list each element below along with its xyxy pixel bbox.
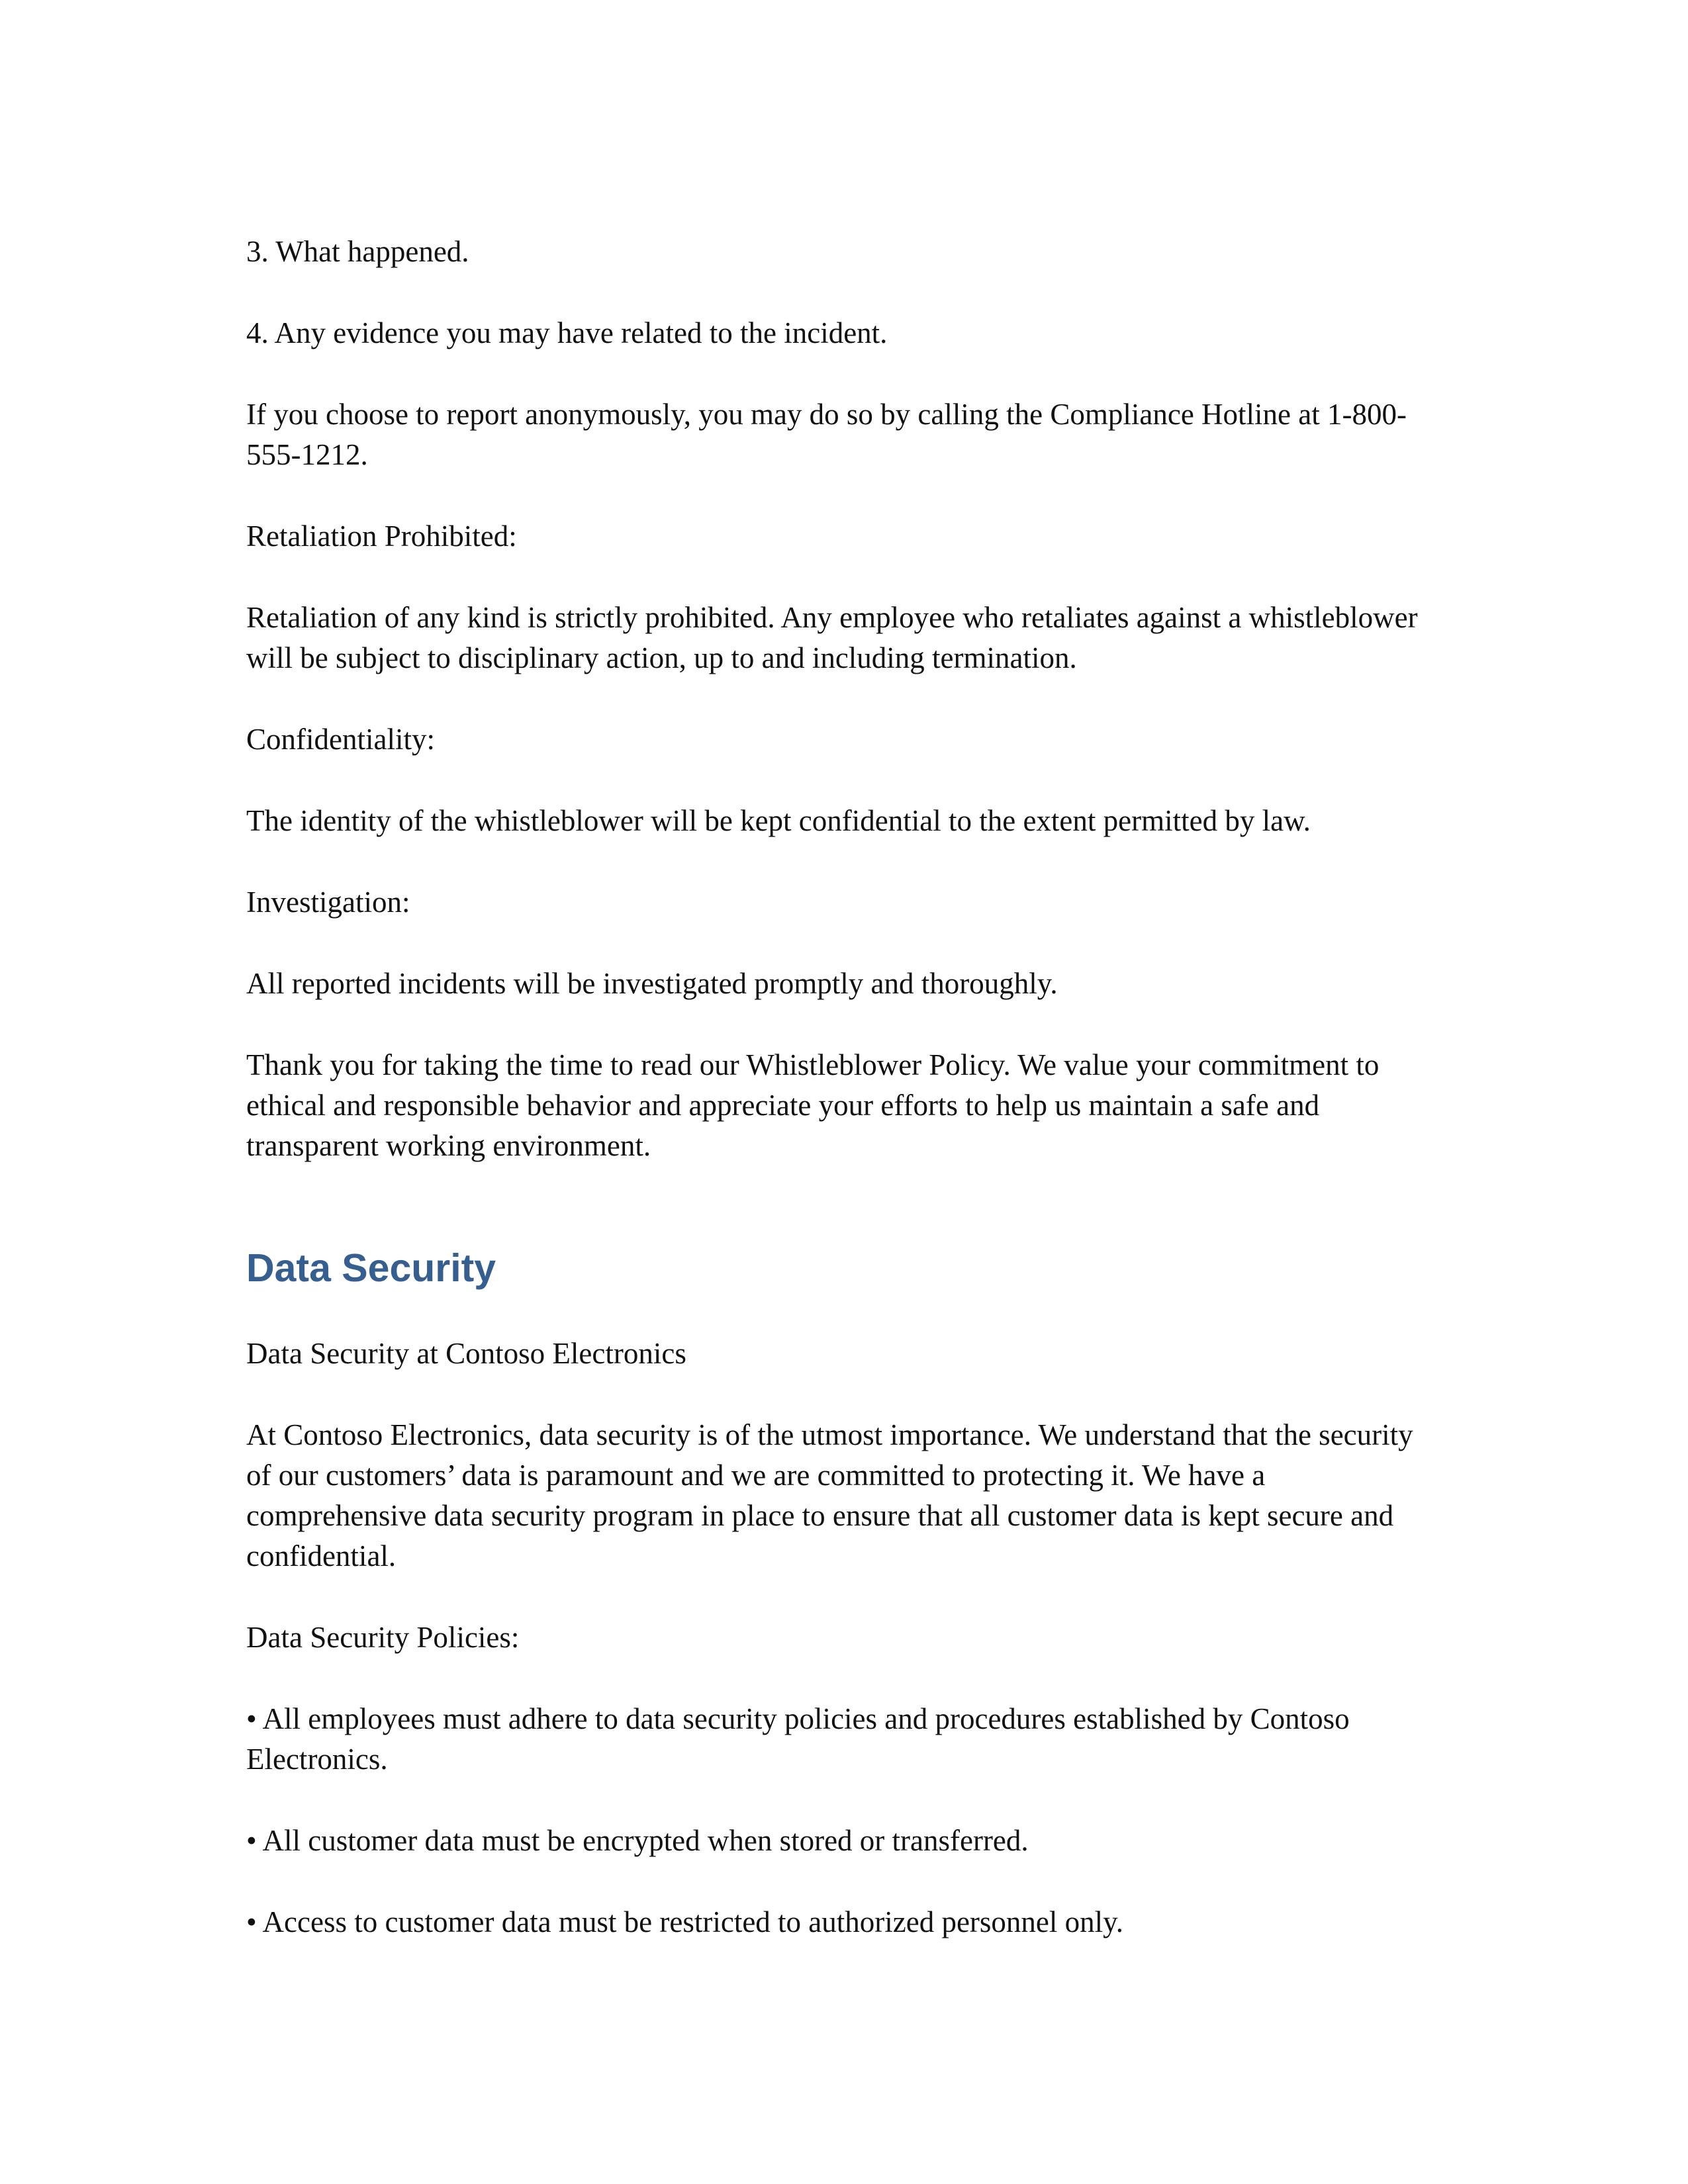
policy-bullet-item (246, 1902, 1444, 1942)
policies-heading: Data Security Policies: (246, 1621, 520, 1654)
bullet-icon: • (246, 1905, 257, 1938)
section-heading-data-security: Data Security (246, 1246, 496, 1290)
closing-paragraph: Thank you for taking the time to read our Whistleblower Policy. We value your commitment to ethical and responsible behavior and appreciate your efforts to help us maintain a safe and transparent working environment. (246, 1048, 1380, 1162)
policy-bullet-text: Access to customer data must be restricted to authorized personnel only. (262, 1905, 1123, 1938)
policy-bullet-text: All customer data must be encrypted when stored or transferred. (262, 1824, 1029, 1857)
section-subtitle: Data Security at Contoso Electronics (246, 1337, 686, 1370)
investigation-paragraph: All reported incidents will be investigated promptly and thoroughly. (246, 967, 1058, 1000)
policy-bullet-item (246, 1699, 1444, 1780)
section-intro-paragraph: At Contoso Electronics, data security is of the utmost importance. We understand that the security of our customers’ data is paramount and we are committed to protecting it. We have a comprehensive data security program in place to ensure that all customer data is kept secure and confidential. (246, 1418, 1413, 1572)
retaliation-paragraph: Retaliation of any kind is strictly prohibited. Any employee who retaliates against a whistleblower will be subject to disciplinary action, up to and including termination. (246, 601, 1418, 674)
confidentiality-heading: Confidentiality: (246, 723, 435, 756)
document-body (246, 232, 1444, 1983)
list-item-3: 3. What happened. (246, 235, 469, 268)
retaliation-heading: Retaliation Prohibited: (246, 520, 517, 553)
anonymous-reporting-paragraph: If you choose to report anonymously, you may do so by calling the Compliance Hotline at 1-800-555-1212. (246, 398, 1407, 471)
list-item-4: 4. Any evidence you may have related to the incident. (246, 316, 888, 349)
policy-bullet-text: All employees must adhere to data security policies and procedures established by Contoso Electronics. (246, 1702, 1350, 1776)
bullet-icon: • (246, 1824, 257, 1857)
investigation-heading: Investigation: (246, 886, 410, 919)
bullet-icon: • (246, 1702, 257, 1735)
confidentiality-paragraph: The identity of the whistleblower will be kept confidential to the extent permitted by law. (246, 804, 1311, 837)
policy-bullet-item (246, 1821, 1444, 1861)
